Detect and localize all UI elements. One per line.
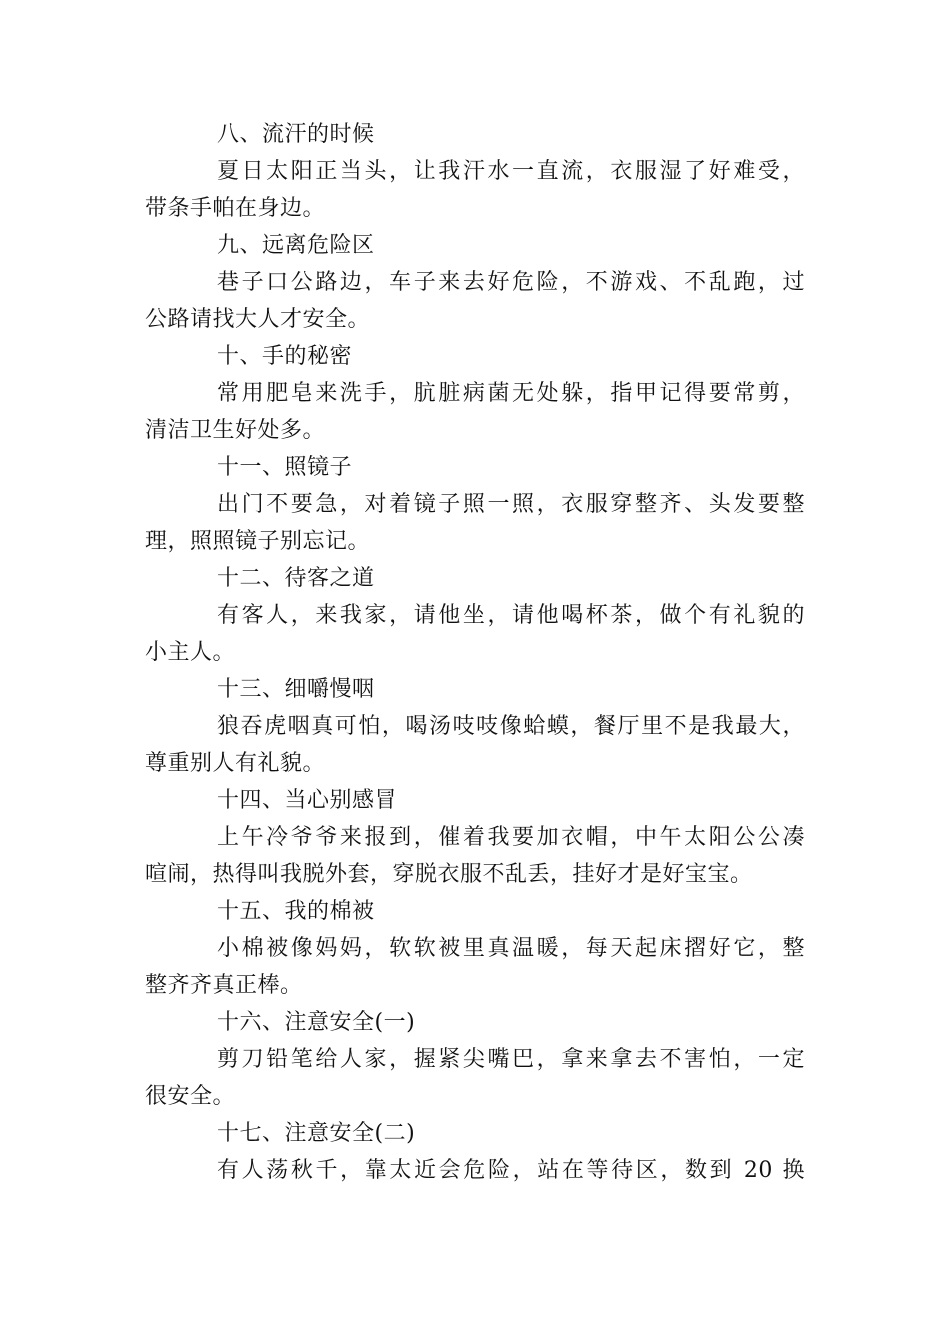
- paragraph-line: 常用肥皂来洗手，肮脏病菌无处躲，指甲记得要常剪，: [217, 381, 805, 406]
- paragraph-line: 公路请找大人才安全。: [145, 307, 371, 332]
- section-9: [145, 227, 805, 338]
- section-14: [145, 782, 805, 893]
- section-heading: 十四、当心别感冒: [217, 788, 398, 813]
- section-13: [145, 671, 805, 782]
- section-heading: 十三、细嚼慢咽: [217, 677, 375, 702]
- paragraph-line: 清洁卫生好处多。: [145, 418, 326, 443]
- section-heading: 十六、注意安全(一): [217, 1010, 416, 1035]
- paragraph-line: 带条手帕在身边。: [145, 196, 326, 221]
- paragraph-line: 喧闹，热得叫我脱外套，穿脱衣服不乱丢，挂好才是好宝宝。: [145, 862, 753, 887]
- paragraph-line: 尊重别人有礼貌。: [145, 751, 326, 776]
- section-16: [145, 1004, 805, 1115]
- paragraph-line: 小棉被像妈妈，软软被里真温暖，每天起床摺好它，整: [217, 936, 805, 961]
- section-12: [145, 560, 805, 671]
- paragraph-line: 有客人，来我家，请他坐，请他喝杯茶，做个有礼貌的: [217, 603, 805, 628]
- section-8: [145, 116, 805, 227]
- section-heading: 九、远离危险区: [217, 233, 375, 258]
- paragraph-line: 夏日太阳正当头，让我汗水一直流，衣服湿了好难受，: [217, 159, 805, 184]
- section-heading: 十五、我的棉被: [217, 899, 375, 924]
- section-heading: 十七、注意安全(二): [217, 1121, 416, 1146]
- section-heading: 十二、待客之道: [217, 566, 375, 591]
- paragraph-line: 小主人。: [145, 640, 236, 665]
- paragraph-line: 上午冷爷爷来报到，催着我要加衣帽，中午太阳公公凑: [217, 825, 805, 850]
- paragraph-line: 出门不要急，对着镜子照一照，衣服穿整齐、头发要整: [217, 492, 805, 517]
- paragraph-line: 巷子口公路边，车子来去好危险，不游戏、不乱跑，过: [217, 270, 805, 295]
- document-body: [145, 116, 805, 1189]
- section-15: [145, 893, 805, 1004]
- section-heading: 八、流汗的时候: [217, 122, 375, 147]
- section-heading: 十、手的秘密: [217, 344, 353, 369]
- section-10: [145, 338, 805, 449]
- paragraph-line: 有人荡秋千，靠太近会危险，站在等待区，数到 20 换: [217, 1158, 805, 1183]
- paragraph-line: 剪刀铅笔给人家，握紧尖嘴巴，拿来拿去不害怕，一定: [217, 1047, 805, 1072]
- section-11: [145, 449, 805, 560]
- section-heading: 十一、照镜子: [217, 455, 353, 480]
- paragraph-line: 整齐齐真正棒。: [145, 973, 303, 998]
- section-17: [145, 1115, 805, 1189]
- paragraph-line: 理，照照镜子别忘记。: [145, 529, 371, 554]
- paragraph-line: 很安全。: [145, 1084, 236, 1109]
- paragraph-line: 狼吞虎咽真可怕，喝汤吱吱像蛤蟆，餐厅里不是我最大，: [217, 714, 805, 739]
